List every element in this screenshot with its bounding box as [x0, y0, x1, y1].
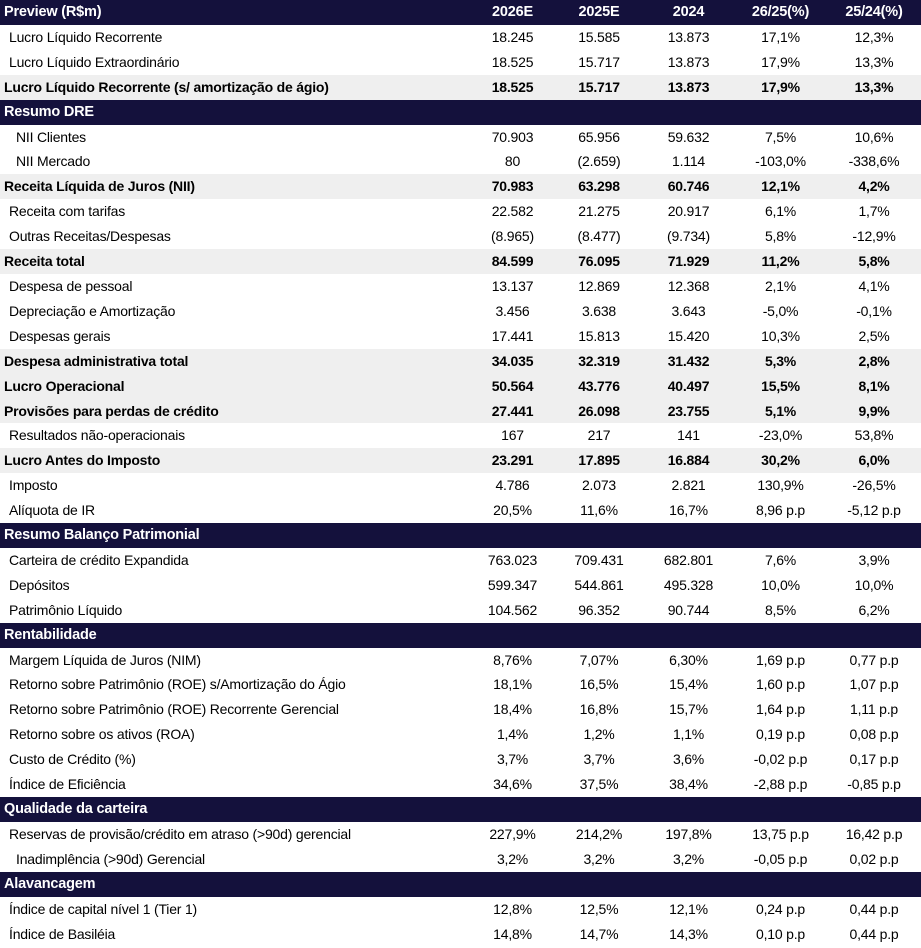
row-label: Alíquota de IR: [0, 498, 470, 523]
cell-value: 0,02 p.p: [827, 847, 921, 872]
cell-value: 1,7%: [827, 199, 921, 224]
cell-value: 1,69 p.p: [734, 648, 827, 673]
table-row: [0, 274, 921, 299]
cell-value: 59.632: [643, 125, 734, 150]
cell-value: 15,4%: [643, 672, 734, 697]
cell-value: 13,3%: [827, 50, 921, 75]
cell-value: 11,6%: [555, 498, 643, 523]
row-label: NII Clientes: [0, 125, 470, 150]
cell-value: 12,1%: [734, 174, 827, 199]
row-label: Receita Líquida de Juros (NII): [0, 174, 470, 199]
cell-value: 15.585: [555, 25, 643, 50]
cell-value: 197,8%: [643, 822, 734, 847]
cell-value: 682.801: [643, 548, 734, 573]
cell-value: 3,7%: [470, 747, 555, 772]
column-header: 25/24(%): [827, 0, 921, 25]
cell-value: 22.582: [470, 199, 555, 224]
cell-value: 2.821: [643, 473, 734, 498]
row-label: Retorno sobre os ativos (ROA): [0, 722, 470, 747]
cell-value: 3.643: [643, 299, 734, 324]
row-label: Lucro Operacional: [0, 374, 470, 399]
cell-value: 53,8%: [827, 423, 921, 448]
cell-value: (8.965): [470, 224, 555, 249]
cell-value: 13.873: [643, 25, 734, 50]
cell-value: 4,2%: [827, 174, 921, 199]
cell-value: 17,1%: [734, 25, 827, 50]
cell-value: 10,0%: [827, 573, 921, 598]
table-row: [0, 672, 921, 697]
cell-value: 8,5%: [734, 598, 827, 623]
row-label: Carteira de crédito Expandida: [0, 548, 470, 573]
cell-value: 20,5%: [470, 498, 555, 523]
cell-value: -0,02 p.p: [734, 747, 827, 772]
row-label: Despesa de pessoal: [0, 274, 470, 299]
table-row: [0, 897, 921, 922]
cell-value: 16,7%: [643, 498, 734, 523]
cell-value: 90.744: [643, 598, 734, 623]
cell-value: 14,3%: [643, 922, 734, 947]
table-row: [0, 573, 921, 598]
section-title: Resumo DRE: [0, 100, 921, 125]
cell-value: 16.884: [643, 448, 734, 473]
cell-value: 13.873: [643, 75, 734, 100]
cell-value: 763.023: [470, 548, 555, 573]
cell-value: 10,6%: [827, 125, 921, 150]
cell-value: 3,2%: [470, 847, 555, 872]
cell-value: 7,07%: [555, 648, 643, 673]
table-row: [0, 324, 921, 349]
cell-value: 214,2%: [555, 822, 643, 847]
cell-value: 1,2%: [555, 722, 643, 747]
cell-value: 3,2%: [643, 847, 734, 872]
cell-value: 1,1%: [643, 722, 734, 747]
cell-value: -2,88 p.p: [734, 772, 827, 797]
cell-value: 4,1%: [827, 274, 921, 299]
table-row: [0, 50, 921, 75]
cell-value: 141: [643, 423, 734, 448]
cell-value: 37,5%: [555, 772, 643, 797]
column-header: 2024: [643, 0, 734, 25]
row-label: Despesa administrativa total: [0, 349, 470, 374]
cell-value: 6,30%: [643, 648, 734, 673]
cell-value: 34,6%: [470, 772, 555, 797]
row-label: Índice de capital nível 1 (Tier 1): [0, 897, 470, 922]
cell-value: 12,3%: [827, 25, 921, 50]
cell-value: 8,96 p.p: [734, 498, 827, 523]
total-row: [0, 399, 921, 424]
cell-value: 5,3%: [734, 349, 827, 374]
cell-value: 70.983: [470, 174, 555, 199]
cell-value: 2,5%: [827, 324, 921, 349]
column-header-row: [0, 0, 921, 25]
row-label: Outras Receitas/Despesas: [0, 224, 470, 249]
total-row: [0, 448, 921, 473]
table-row: [0, 747, 921, 772]
cell-value: 10,3%: [734, 324, 827, 349]
row-label: Lucro Líquido Recorrente: [0, 25, 470, 50]
cell-value: 17,9%: [734, 50, 827, 75]
cell-value: 8,76%: [470, 648, 555, 673]
cell-value: 40.497: [643, 374, 734, 399]
cell-value: 0,08 p.p: [827, 722, 921, 747]
cell-value: 32.319: [555, 349, 643, 374]
table-row: [0, 548, 921, 573]
cell-value: 8,1%: [827, 374, 921, 399]
row-label: Inadimplência (>90d) Gerencial: [0, 847, 470, 872]
cell-value: 17.895: [555, 448, 643, 473]
cell-value: 16,5%: [555, 672, 643, 697]
cell-value: 9,9%: [827, 399, 921, 424]
row-label: Depreciação e Amortização: [0, 299, 470, 324]
section-header-row: [0, 797, 921, 822]
cell-value: 12,8%: [470, 897, 555, 922]
cell-value: 0,19 p.p: [734, 722, 827, 747]
row-label: Lucro Antes do Imposto: [0, 448, 470, 473]
cell-value: 12,5%: [555, 897, 643, 922]
table-row: [0, 473, 921, 498]
cell-value: 0,10 p.p: [734, 922, 827, 947]
cell-value: 6,0%: [827, 448, 921, 473]
cell-value: 30,2%: [734, 448, 827, 473]
column-header: 2025E: [555, 0, 643, 25]
cell-value: -23,0%: [734, 423, 827, 448]
row-label: Reservas de provisão/crédito em atraso (>90d) gerencial: [0, 822, 470, 847]
cell-value: 20.917: [643, 199, 734, 224]
row-label: Índice de Eficiência: [0, 772, 470, 797]
cell-value: 2,8%: [827, 349, 921, 374]
table-row: [0, 922, 921, 947]
cell-value: 5,8%: [827, 249, 921, 274]
cell-value: 0,77 p.p: [827, 648, 921, 673]
section-header-row: [0, 872, 921, 897]
table-row: [0, 847, 921, 872]
cell-value: 1,64 p.p: [734, 697, 827, 722]
table-row: [0, 598, 921, 623]
total-row: [0, 374, 921, 399]
cell-value: 13.873: [643, 50, 734, 75]
row-label: Despesas gerais: [0, 324, 470, 349]
total-row: [0, 75, 921, 100]
cell-value: 16,42 p.p: [827, 822, 921, 847]
cell-value: 13.137: [470, 274, 555, 299]
cell-value: 167: [470, 423, 555, 448]
cell-value: 7,6%: [734, 548, 827, 573]
cell-value: 10,0%: [734, 573, 827, 598]
cell-value: 18,1%: [470, 672, 555, 697]
section-header-row: [0, 523, 921, 548]
cell-value: 3,6%: [643, 747, 734, 772]
cell-value: 43.776: [555, 374, 643, 399]
row-label: NII Mercado: [0, 149, 470, 174]
cell-value: 6,1%: [734, 199, 827, 224]
row-label: Resultados não-operacionais: [0, 423, 470, 448]
cell-value: 3.456: [470, 299, 555, 324]
cell-value: 1,60 p.p: [734, 672, 827, 697]
cell-value: 5,8%: [734, 224, 827, 249]
table-row: [0, 149, 921, 174]
cell-value: 16,8%: [555, 697, 643, 722]
row-label: Índice de Basiléia: [0, 922, 470, 947]
cell-value: 544.861: [555, 573, 643, 598]
cell-value: 15.717: [555, 50, 643, 75]
table-row: [0, 423, 921, 448]
table-title: Preview (R$m): [0, 0, 470, 25]
table-row: [0, 199, 921, 224]
cell-value: 84.599: [470, 249, 555, 274]
table-row: [0, 498, 921, 523]
cell-value: 23.291: [470, 448, 555, 473]
cell-value: 0,44 p.p: [827, 897, 921, 922]
cell-value: 65.956: [555, 125, 643, 150]
cell-value: 15.813: [555, 324, 643, 349]
total-row: [0, 349, 921, 374]
cell-value: 6,2%: [827, 598, 921, 623]
cell-value: 31.432: [643, 349, 734, 374]
cell-value: 1.114: [643, 149, 734, 174]
row-label: Lucro Líquido Extraordinário: [0, 50, 470, 75]
cell-value: -103,0%: [734, 149, 827, 174]
cell-value: 709.431: [555, 548, 643, 573]
cell-value: 1,11 p.p: [827, 697, 921, 722]
row-label: Provisões para perdas de crédito: [0, 399, 470, 424]
cell-value: (8.477): [555, 224, 643, 249]
section-header-row: [0, 623, 921, 648]
cell-value: -0,85 p.p: [827, 772, 921, 797]
table-row: [0, 299, 921, 324]
row-label: Receita total: [0, 249, 470, 274]
cell-value: 15.420: [643, 324, 734, 349]
cell-value: 0,24 p.p: [734, 897, 827, 922]
cell-value: -338,6%: [827, 149, 921, 174]
cell-value: 217: [555, 423, 643, 448]
cell-value: 14,7%: [555, 922, 643, 947]
cell-value: 21.275: [555, 199, 643, 224]
section-title: Rentabilidade: [0, 623, 921, 648]
cell-value: 17.441: [470, 324, 555, 349]
cell-value: 14,8%: [470, 922, 555, 947]
table-row: [0, 25, 921, 50]
cell-value: -5,12 p.p: [827, 498, 921, 523]
cell-value: 3,2%: [555, 847, 643, 872]
table-row: [0, 697, 921, 722]
cell-value: 76.095: [555, 249, 643, 274]
cell-value: 34.035: [470, 349, 555, 374]
row-label: Retorno sobre Patrimônio (ROE) s/Amortização do Ágio: [0, 672, 470, 697]
section-header-row: [0, 100, 921, 125]
cell-value: 15.717: [555, 75, 643, 100]
cell-value: 38,4%: [643, 772, 734, 797]
cell-value: 26.098: [555, 399, 643, 424]
row-label: Margem Líquida de Juros (NIM): [0, 648, 470, 673]
cell-value: 599.347: [470, 573, 555, 598]
row-label: Depósitos: [0, 573, 470, 598]
cell-value: 70.903: [470, 125, 555, 150]
cell-value: 4.786: [470, 473, 555, 498]
cell-value: 3,9%: [827, 548, 921, 573]
row-label: Retorno sobre Patrimônio (ROE) Recorrente Gerencial: [0, 697, 470, 722]
cell-value: 227,9%: [470, 822, 555, 847]
cell-value: 18.525: [470, 50, 555, 75]
table-row: [0, 125, 921, 150]
cell-value: 13,3%: [827, 75, 921, 100]
table-row: [0, 822, 921, 847]
row-label: Custo de Crédito (%): [0, 747, 470, 772]
cell-value: 18,4%: [470, 697, 555, 722]
table-row: [0, 648, 921, 673]
cell-value: 12.368: [643, 274, 734, 299]
column-header: 26/25(%): [734, 0, 827, 25]
cell-value: 17,9%: [734, 75, 827, 100]
section-title: Resumo Balanço Patrimonial: [0, 523, 921, 548]
cell-value: 1,4%: [470, 722, 555, 747]
cell-value: 80: [470, 149, 555, 174]
cell-value: 2.073: [555, 473, 643, 498]
cell-value: 1,07 p.p: [827, 672, 921, 697]
cell-value: 23.755: [643, 399, 734, 424]
cell-value: 0,17 p.p: [827, 747, 921, 772]
total-row: [0, 249, 921, 274]
row-label: Imposto: [0, 473, 470, 498]
cell-value: -5,0%: [734, 299, 827, 324]
cell-value: 12,1%: [643, 897, 734, 922]
cell-value: 13,75 p.p: [734, 822, 827, 847]
cell-value: 63.298: [555, 174, 643, 199]
table-row: [0, 722, 921, 747]
cell-value: -26,5%: [827, 473, 921, 498]
table-row: [0, 224, 921, 249]
cell-value: -0,1%: [827, 299, 921, 324]
cell-value: 104.562: [470, 598, 555, 623]
row-label: Lucro Líquido Recorrente (s/ amortização de ágio): [0, 75, 470, 100]
cell-value: 71.929: [643, 249, 734, 274]
cell-value: 15,5%: [734, 374, 827, 399]
cell-value: (2.659): [555, 149, 643, 174]
cell-value: 11,2%: [734, 249, 827, 274]
cell-value: 50.564: [470, 374, 555, 399]
cell-value: 495.328: [643, 573, 734, 598]
cell-value: 0,44 p.p: [827, 922, 921, 947]
cell-value: 2,1%: [734, 274, 827, 299]
cell-value: 3,7%: [555, 747, 643, 772]
cell-value: 12.869: [555, 274, 643, 299]
cell-value: 5,1%: [734, 399, 827, 424]
column-header: 2026E: [470, 0, 555, 25]
section-title: Qualidade da carteira: [0, 797, 921, 822]
cell-value: 7,5%: [734, 125, 827, 150]
cell-value: (9.734): [643, 224, 734, 249]
table-row: [0, 772, 921, 797]
cell-value: 18.245: [470, 25, 555, 50]
cell-value: 60.746: [643, 174, 734, 199]
cell-value: 130,9%: [734, 473, 827, 498]
total-row: [0, 174, 921, 199]
cell-value: 27.441: [470, 399, 555, 424]
cell-value: -12,9%: [827, 224, 921, 249]
section-title: Alavancagem: [0, 872, 921, 897]
cell-value: 18.525: [470, 75, 555, 100]
cell-value: 96.352: [555, 598, 643, 623]
row-label: Patrimônio Líquido: [0, 598, 470, 623]
cell-value: -0,05 p.p: [734, 847, 827, 872]
cell-value: 15,7%: [643, 697, 734, 722]
row-label: Receita com tarifas: [0, 199, 470, 224]
cell-value: 3.638: [555, 299, 643, 324]
